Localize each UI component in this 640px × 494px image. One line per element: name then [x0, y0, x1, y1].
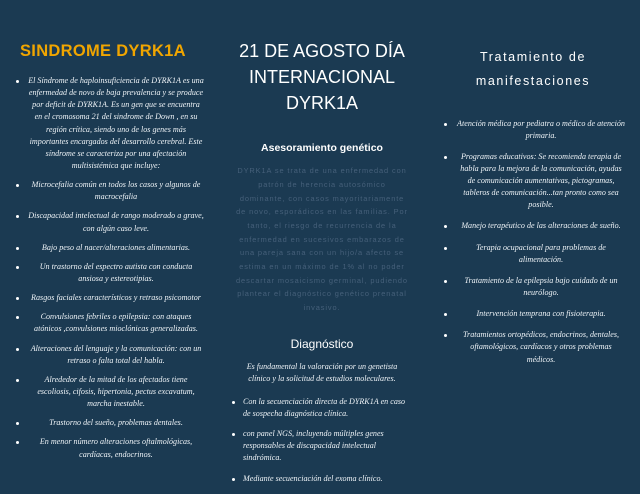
list-item: Atención médica por pediatra o médico de atención primaria.	[440, 118, 626, 142]
list-item: Trastorno del sueño, problemas dentales.	[14, 417, 204, 429]
diagnosis-list	[230, 396, 414, 485]
list-item: con panel NGS, incluyendo múltiples genes responsables de discapacidad intelectual sindrómica.	[230, 428, 414, 464]
diagnosis-heading: Diagnóstico	[290, 336, 354, 351]
page-title: SINDROME DYRK1A	[20, 42, 186, 60]
middle-column	[218, 0, 426, 494]
list-item: Mediante secuenciación del exoma clínico.	[230, 473, 414, 485]
list-item: Tratamiento de la epilepsia bajo cuidado de un neurólogo.	[440, 275, 626, 299]
list-item: En menor número alteraciones oftalmológicas, cardíacas, endocrinos.	[14, 436, 204, 460]
list-item: Discapacidad intelectual de rango moderado a grave, con algún caso leve.	[14, 210, 204, 234]
left-column	[0, 0, 218, 494]
list-item: Terapia ocupacional para problemas de alimentación.	[440, 242, 626, 266]
list-item: Manejo terapéutico de las alteraciones de sueño.	[440, 220, 626, 232]
list-item: Rasgos faciales característicos y retraso psicomotor	[14, 292, 204, 304]
left-symptom-list	[14, 75, 204, 461]
list-item: Alrededor de la mitad de los afectados tiene escoliosis, cifosis, hipertonia, pectus excavatum, marcha inestable.	[14, 374, 204, 410]
genetic-counseling-paragraph: DYRK1A se trata de una enfermedad con patrón de herencia autosómico dominante, con casos mayoritariamente de novo, esporádicos en las familias. Por tanto, el riesgo de recurrencia de la enfermedad en sucesivos embarazos de una pareja sana con un hijo/a afecto se estima en un máximo de 1% al no poder descartar mosaicismo germinal, pudiendo plantear el diagnóstico genético prenatal invasivo.	[236, 166, 408, 313]
list-item: Programas educativos: Se recomienda terapia de habla para la mejora de la comunicación, ayudas de comunicación aumentativas, pictogramas, tableros de comunicación...tan pronto como sea posible.	[440, 151, 626, 212]
treatment-heading: Tratamiento de manifestaciones	[475, 50, 591, 88]
list-item: Alteraciones del lenguaje y la comunicación: con un retraso o falta total del habla.	[14, 343, 204, 367]
genetic-counseling-heading: Asesoramiento genético	[261, 142, 383, 155]
diagnosis-intro: Es fundamental la valoración por un genetista clínico y la solicitud de estudios moleculares.	[246, 361, 398, 384]
list-item: Un trastorno del espectro autista con conducta ansiosa y estereotipias.	[14, 261, 204, 285]
list-item: Bajo peso al nacer/alteraciones alimentarias.	[14, 242, 204, 254]
list-item: Convulsiones febriles o epilepsia: con ataques atónicos ,convulsiones mioclónicas generalizadas.	[14, 311, 204, 335]
list-item: Microcefalia común en todos los casos y algunos de macrocefalia	[14, 179, 204, 203]
list-item: El Síndrome de haploinsuficiencia de DYRK1A es una enfermedad de novo de baja prevalencia y se produce por deficit de DYRK1A. Es un gen que se encuentra en el cromosoma 21 del sindrome de Down , en su región crítica, siendo uno de los genes más importantes encargados del desarrollo cerebral. Este síndrome se caracteriza por una afectación multisistémica que incluye:	[14, 75, 204, 172]
list-item: Intervención temprana con fisioterapia.	[440, 308, 626, 320]
main-heading: 21 DE AGOSTO DÍA INTERNACIONAL DYRK1A	[239, 41, 405, 114]
right-column	[426, 0, 640, 494]
list-item: Con la secuenciación directa de DYRK1A en caso de sospecha diagnóstica clínica.	[230, 396, 414, 420]
list-item: Tratamientos ortopédicos, endocrinos, dentales, oftamológicos, cardíacos y otros problemas médicos.	[440, 329, 626, 365]
treatment-list	[440, 118, 626, 366]
